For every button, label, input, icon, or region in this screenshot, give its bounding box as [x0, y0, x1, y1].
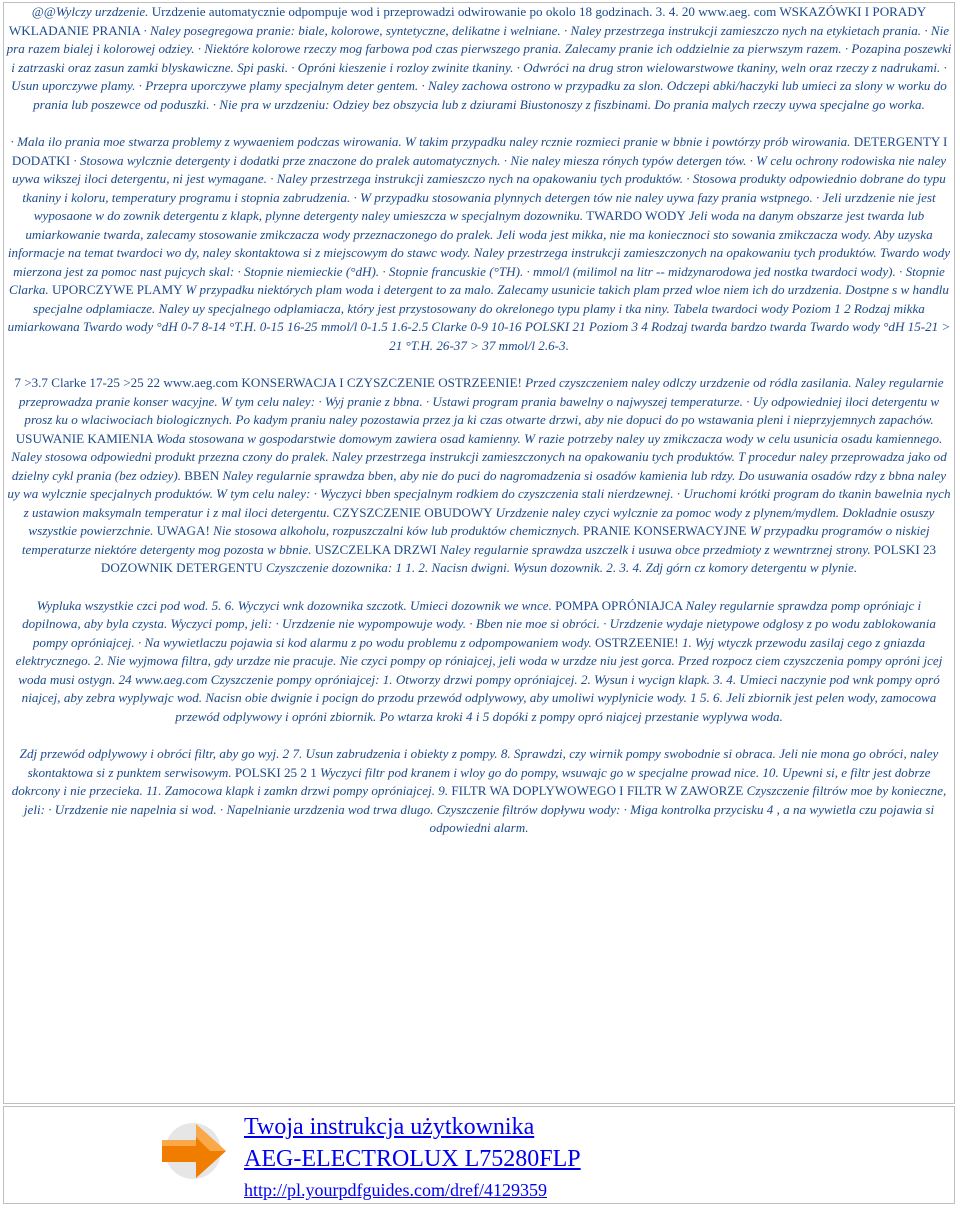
- text-segment: OSTRZEENIE!: [591, 634, 682, 650]
- text-segment: UPORCZYWE PLAMY: [48, 282, 186, 297]
- text-segment: USZCZELKA DRZWI: [311, 541, 440, 557]
- text-segment: UWAGA!: [153, 523, 214, 538]
- text-segment: Naley regularnie sprawdza bben, aby nie do puci do nagromadzenia si osadów kamienia lub rdzy. Do usuwania osadów rdzy z bbna naley uy wa wylcznie specjalnych produktów. W tym celu naley: · Wyczyci bben specjalnym rodkiem do czyszczenia stali nierdzewnej. · Uruchomi krótki program do tkanin bawelnia nych z ustawion maksymaln temperatur i z mal iloci detergentu.: [7, 467, 951, 520]
- text-segment: · Stosowa wylcznie detergenty i dodatki prze znaczone do pralek automatycznych. · Nie naley miesza rónych typów detergen tów. · W celu ochrony rodowiska nie naley uywa wikszej iloci detergentu, ni jest wymagane. · Naley przestrzega instrukcji zamieszczo nych na opakowaniu tych produktów. · Stosowa produkty odpowiednio dobrane do typu tkaniny i koloru, temperatury programu i stopnia zabrudzenia. · W przypadku stosowania plynnych detergen tów nie naley uywa fazy prania wstpnego. · Jeli urzdzenie nie jest wyposaone w do zownik detergentu z klapk, plynne detergenty naley umieszcza w specjalnym dozowniku.: [12, 152, 947, 223]
- paragraph-gap: [4, 355, 954, 374]
- text-segment: PRANIE KONSERWACYJNE: [579, 523, 750, 538]
- arrow-icon: [154, 1110, 232, 1193]
- text-segment: 7 >3.7 Clarke 17-25 >25 22 www.aeg.com KONSERWACJA I CZYSZCZENIE OSTRZEENIE!: [14, 375, 522, 390]
- text-segment: Czyszczenie filtrów moe by konieczne, jeli: · Urzdzenie nie napelnia si wod. · Napelnianie urzdzenia wod trwa dlugo. Czyszczenie filtrów dopływu wody: · Miga kontrolka przycisku 4 , a na wywietla czu pojawia si odpowiedni alarm.: [23, 783, 947, 835]
- text-segment: Wyczyci filtr pod kranem i wloy go do pompy, wsuwajc go w specjalne prowad nice. 10. Upewni si, e filtr jest dobrze dokrcony i nie przecieka. 11. Zamocowa klapk i zamkn drzwi pompy opróniajcej. 9.: [11, 764, 931, 798]
- text-segment: TWARDO WODY: [583, 208, 689, 223]
- text-segment: Przed czyszczeniem naley odlczy urzdzenie od ródla zasilania. Naley regularnie przeprowadza pranie konser wacyjne. W tym celu naley: · Wyj pranie z bbna. · Ustawi program prania bawelny o najwyszej temperaturze. · Uy odpowiedniej iloci detergentu w prosz ku o wlaciwociach biologicznych. Po kadym praniu naley pozostawia przez ja ki czas otwarte drzwi, aby nie dopuci do po wstawania pleni i nieprzyjemnych zapachów.: [18, 375, 944, 427]
- paragraph: [4, 374, 954, 578]
- text-segment: FILTR WA DOPLYWOWEGO I FILTR W ZAWORZE: [448, 783, 747, 798]
- text-segment: 1. Wyj wtyczk przewodu zasilaj cego z gniazda elektrycznego. 2. Nie wyjmowa filtra, gdy urzdze nie pracuje. Nie czyci pompy op róniajcej, jeli woda w urzdze niu jest gorca. Przed rozpocz ciem czyszczenia pompy opróni jcej woda musi ostygn. 24 www.aeg.com Czyszczenie pompy opróniajcej: 1. Otworzy drzwi pompy opróniajcej. 2. Wysun i wycign klapk. 3. 4. Umieci naczynie pod wnk pompy opró niajcej, aby zebra wyplywajc wod. Nacisn obie dwignie i pocign do przodu przewód odplywowy, aby umoliwi wyplynicie wody. 1 5. 6. Jeli zbiornik jest pelen wody, zamocowa przewód odplywowy i opróni zbiornik. Po wtarza kroki 4 i 5 dopóki z pompy opró niajcej przestanie wyplywa woda.: [15, 634, 943, 724]
- model-link[interactable]: AEG-ELECTROLUX L75280FLP: [244, 1146, 581, 1172]
- paragraph-gap: [4, 578, 954, 597]
- text-segment: Nie stosowa alkoholu, rozpuszczalni ków lub produktów chemicznych.: [213, 523, 580, 538]
- text-segment: POLSKI 25 2 1: [231, 764, 321, 780]
- url-link[interactable]: http://pl.yourpdfguides.com/dref/4129359: [244, 1180, 547, 1200]
- text-segment: CZYSZCZENIE OBUDOWY: [329, 504, 496, 520]
- text-segment: POMPA OPRÓNIAJCA: [551, 597, 686, 613]
- text-segment: Czyszczenie dozownika: 1 1. 2. Nacisn dwigni. Wysun dozownik. 2. 3. 4. Zdj górn cz komory detergentu w plynie.: [265, 560, 858, 575]
- text-segment: W przypadku programów o niskiej temperaturze niektóre detergenty mog pozosta w bbnie.: [21, 523, 930, 557]
- document-content: [3, 2, 955, 1104]
- text-segment: POLSKI 23 DOZOWNIK DETERGENTU: [100, 541, 937, 575]
- text-segment: Zdj przewód odplywowy i obróci filtr, aby go wyj. 2 7. Usun zabrudzenia i obiekty z pompy. 8. Sprawdzi, czy wirnik pompy swobodnie si obraca. Jeli nie mona go obróci, naley skontaktowa si z punktem serwisowym.: [19, 746, 939, 780]
- paragraph: [4, 597, 954, 727]
- paragraph: [4, 133, 954, 355]
- paragraph: [4, 3, 954, 114]
- manual-title-link[interactable]: Twoja instrukcja użytkownika: [244, 1114, 535, 1140]
- text-segment: DETERGENTY I DODATKI: [11, 134, 948, 168]
- footer-links: [244, 1111, 581, 1203]
- paragraph-gap: [4, 114, 954, 133]
- text-segment: Wypluka wszystkie czci pod wod. 5. 6. Wyczyci wnk dozownika szczotk. Umieci dozownik we wnce.: [36, 597, 552, 613]
- text-segment: Jeli woda na danym obszarze jest twarda lub umiarkowanie twarda, zalecamy stosowanie zmikczacza wody przeznaczonego do pralek. Jeli woda jest mikka, nie ma koniecznoci sto sowania zmikczacza wody. Aby uzyska informacje na temat twardoci wo dy, naley skontaktowa si z miejscowym do stawc wody. Naley przestrzega instrukcji zamieszczonych na opakowaniu tych produktów. Twardo wody mierzona jest za pomoc nast pujcych skal: · Stopnie niemieckie (°dH). · Stopnie francuskie (°TH). · mmol/l (milimol na litr -- midzynarodowa jed nostka twardoci wody). · Stopnie Clarka.: [7, 208, 951, 297]
- text-segment: · Naley posegregowa pranie: biale, kolorowe, syntetyczne, delikatne i welniane. · Naley przestrzega instrukcji zamieszczo nych na etykietach prania. · Nie pra razem bialej i kolorowej odziey. · Niektóre kolorowe rzeczy mog farbowa pod czas pierwszego prania. Zalecamy pranie ich oddzielnie za pierwszym razem. · Pozapina poszewki i zatrzaski oraz zasun zamki blyskawiczne. Spi paski. · Opróni kieszenie i rozloy zwinite tkaniny. · Odwróci na drug stron wielowarstwowe tkaniny, weln oraz rzeczy z nadrukami. · Usun uporczywe plamy. · Przepra uporczywe plamy specjalnym deter gentem. · Naley zachowa ostrono w przypadku za slon. Odczepi abki/haczyki lub umieci za slony w worku do prania lub poszewce od poduszki. · Nie pra w urzdzeniu: Odziey bez obszycia lub z dziurami Biustonoszy z fiszbinami. Do prania malych rzeczy uywa specjalne go worka.: [6, 22, 952, 112]
- text-segment: @@Wylczy urzdzenie.: [31, 4, 149, 19]
- text-segment: Naley regularnie sprawdza uszczelk i usuwa obce przedmioty z wewntrznej strony.: [439, 541, 871, 557]
- text-segment: Woda stosowana w gospodarstwie domowym zawiera osad kamienny. W razie potrzeby naley uy zmikczacza wody w celu usunicia osadu kamiennego. Naley stosowa odpowiedni produkt przezna czony do pralek. Naley przestrzega instrukcji zamieszczonych na opakowaniu tych produktów. T procedur naley przeprowadza jako od dzielny cykl prania (bez odziey).: [11, 430, 947, 483]
- footer-banner: [3, 1106, 955, 1204]
- paragraph-gap: [4, 726, 954, 745]
- text-segment: BBEN: [180, 467, 223, 483]
- text-segment: USUWANIE KAMIENIA: [15, 430, 157, 446]
- text-segment: W przypadku niektórych plam woda i detergent to za malo. Zalecamy usunicie takich plam przed wloe niem ich do urzdzenia. Dostpne s w handlu specjalne odplamiacze. Naley uy specjalnego odplamiacza, który jest przystosowany do okrelonego typu plamy i tka niny. Tabela twardoci wody Poziom 1 2 Rodzaj mikka umiarkowana Twardo wody °dH 0-7 8-14 °T.H. 0-15 16-25 mmol/l 0-1.5 1.6-2.5 Clarke 0-9 10-16 POLSKI 21 Poziom 3 4 Rodzaj twarda bardzo twarda Twardo wody °dH 15-21 > 21 °T.H. 26-37 > 37 mmol/l 2.6-3.: [7, 282, 951, 353]
- paragraph: [4, 745, 954, 838]
- text-segment: Urzdzenie automatycznie odpompuje wod i przeprowadzi odwirowanie po okolo 18 godzinach. 3. 4. 20 www.aeg. com WSKAZÓWKI I PORADY WKLADANIE PRANIA: [8, 4, 927, 38]
- text-segment: Naley regularnie sprawdza pomp opróniajc i dopilnowa, aby byla czysta. Wyczyci pomp, jeli: · Urzdzenie nie wypompowuje wody. · Bben nie moe si obróci. · Urzdzenie wydaje nietypowe odglosy z po wodu zablokowania pompy opróniajcej. · Na wywietlaczu pojawia si kod alarmu z po wodu problemu z odpompowaniem wody.: [22, 597, 936, 650]
- text-segment: Urzdzenie naley czyci wylcznie za pomoc wody z plynem/mydlem. Dokladnie osuszy wszystkie powierzchnie.: [28, 504, 935, 538]
- text-segment: · Mala ilo prania moe stwarza problemy z wywaeniem podczas wirowania. W takim przypadku naley rcznie rozmieci pranie w bbnie i powtórzy prób wirowania.: [10, 134, 851, 149]
